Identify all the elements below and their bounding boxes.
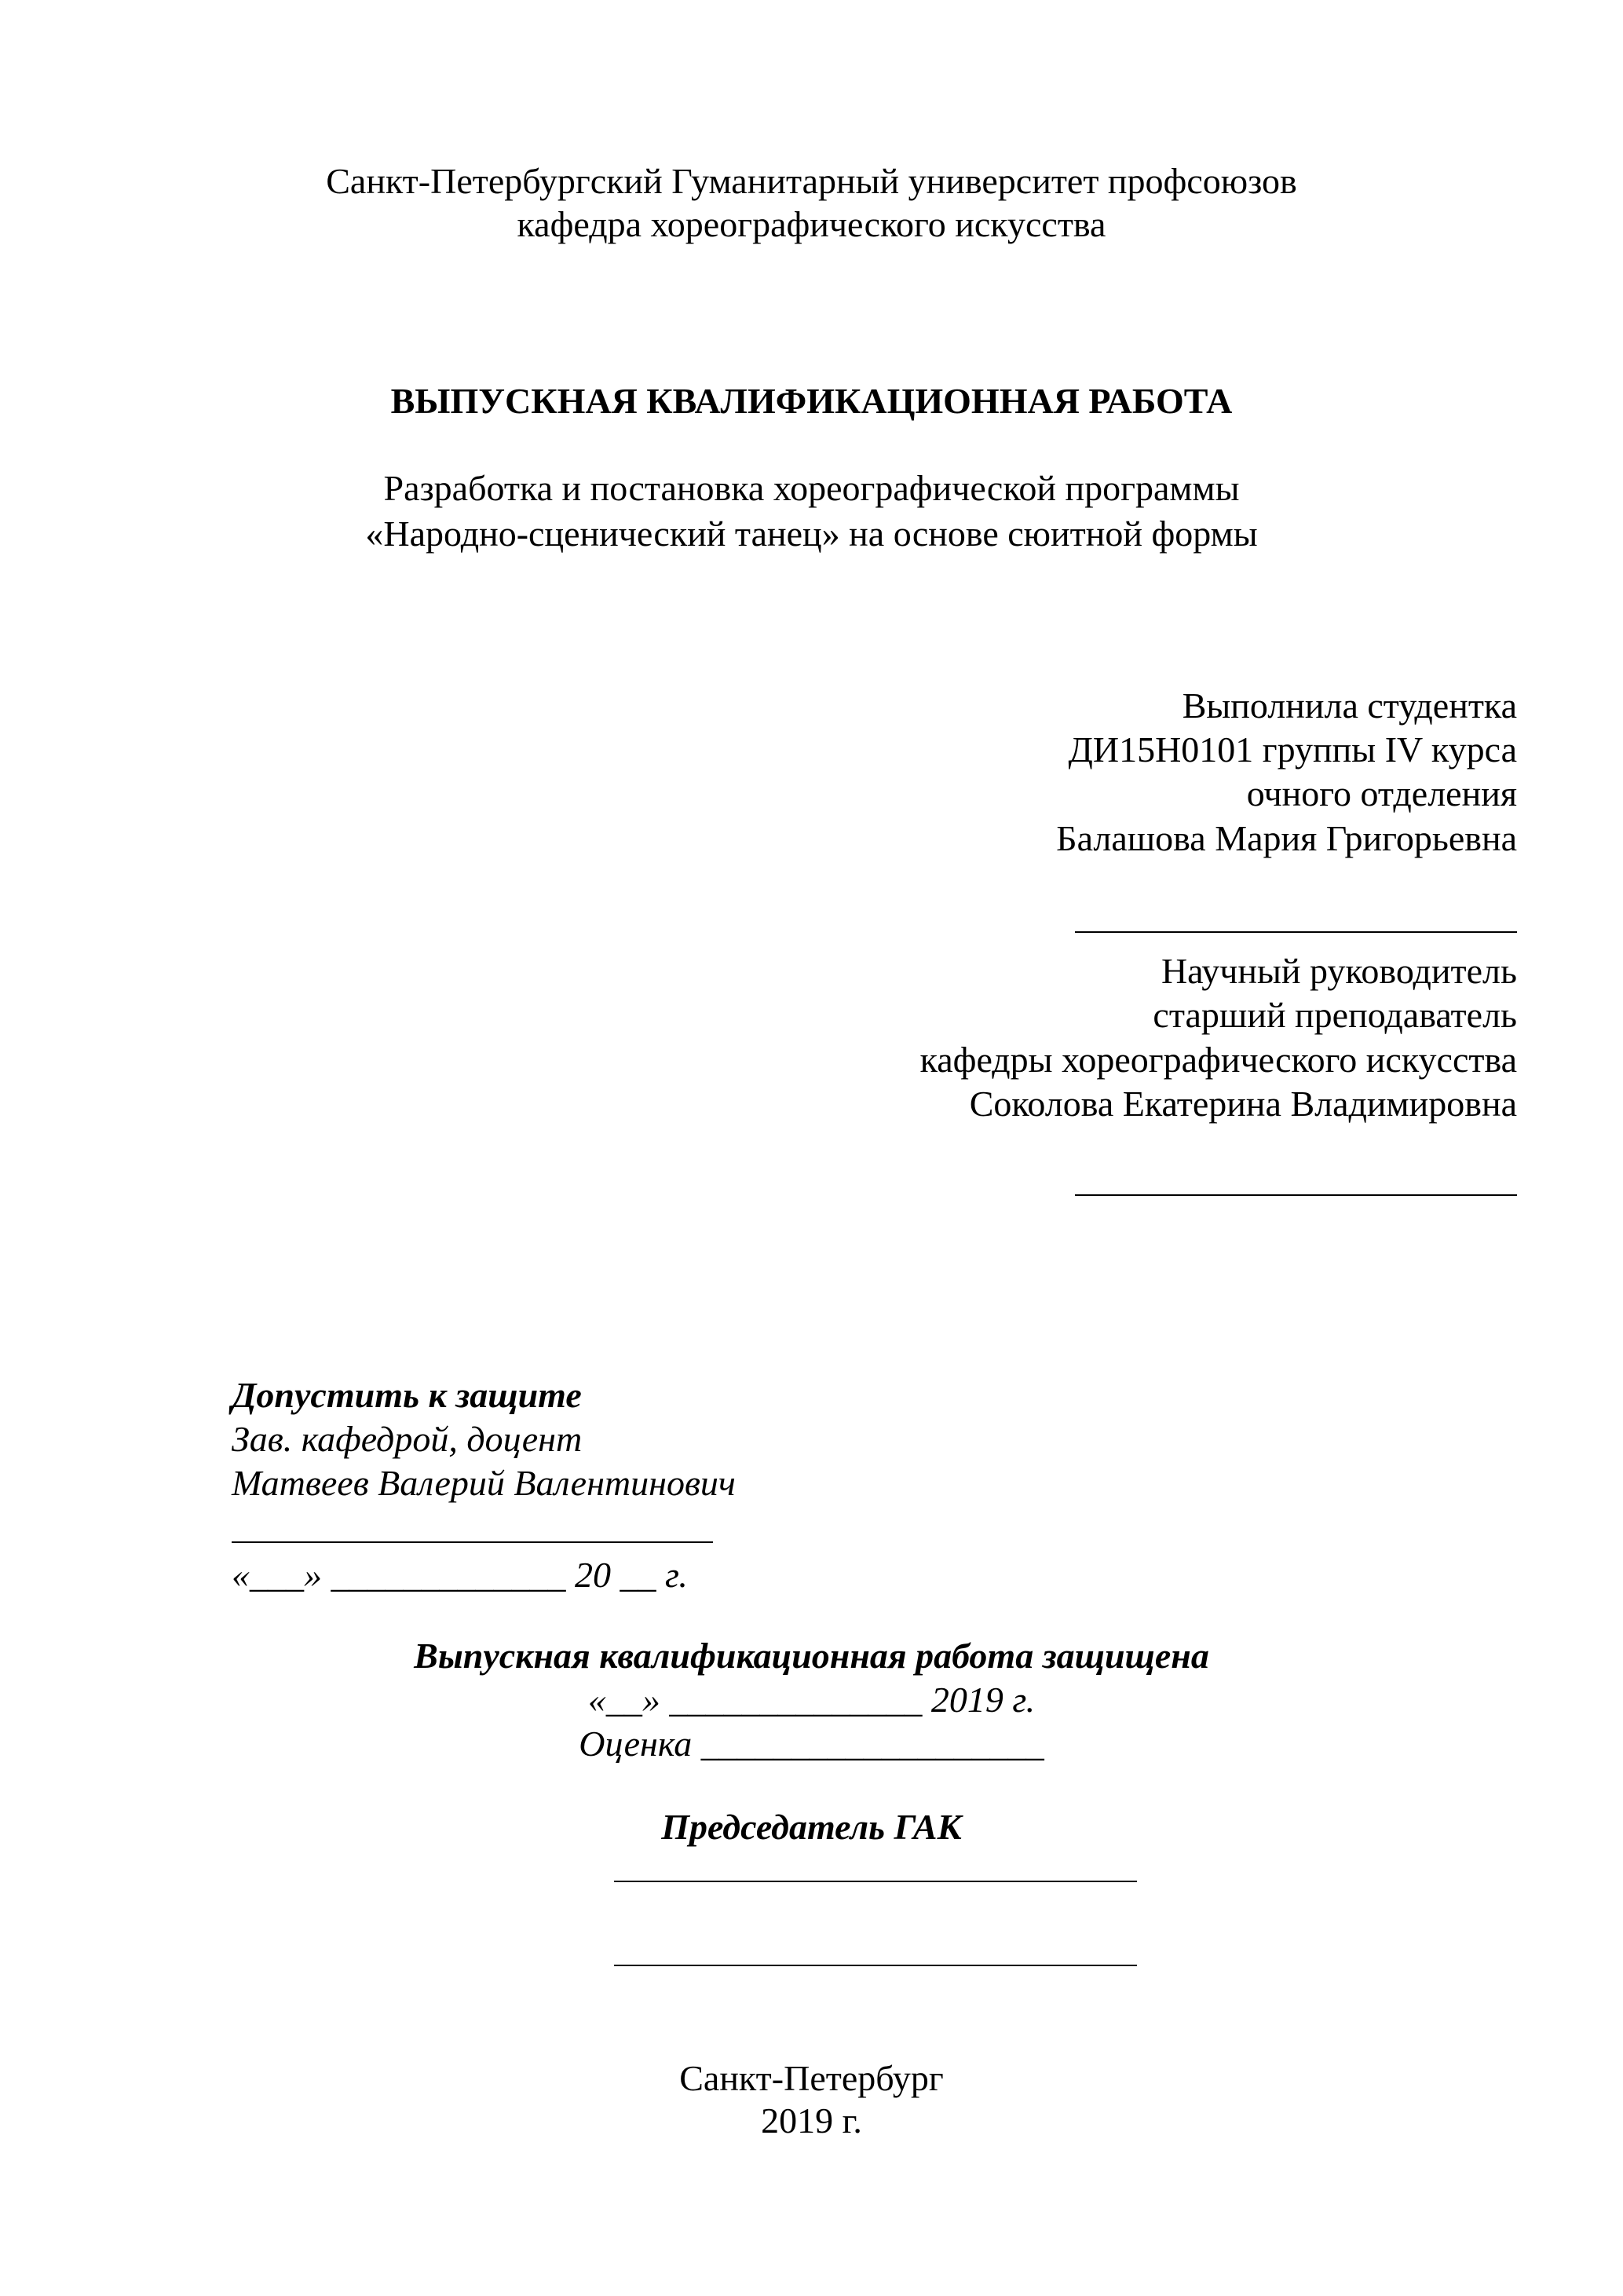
- student-line: очного отделения: [1246, 773, 1517, 813]
- university-name: Санкт-Петербургский Гуманитарный университет профсоюзов: [326, 161, 1297, 201]
- commission-signature-line: [614, 1965, 1137, 1966]
- defense-heading: Выпускная квалификационная работа защищена: [414, 1636, 1209, 1676]
- student-line: ДИ15Н0101 группы IV курса: [1068, 729, 1517, 770]
- admission-name: Матвеев Валерий Валентинович: [232, 1463, 736, 1503]
- admission-position: Зав. кафедрой, доцент: [232, 1419, 583, 1459]
- student-signature-line: [1075, 931, 1517, 933]
- city: Санкт-Петербург: [679, 2058, 944, 2098]
- department-name: кафедра хореографического искусства: [517, 204, 1106, 244]
- supervisor-name: Соколова Екатерина Владимировна: [969, 1084, 1517, 1124]
- supervisor-line: кафедры хореографического искусства: [919, 1040, 1517, 1080]
- student-name: Балашова Мария Григорьевна: [1056, 818, 1517, 858]
- document-title: ВЫПУСКНАЯ КВАЛИФИКАЦИОННАЯ РАБОТА: [390, 381, 1233, 421]
- commission-signature-line: [614, 1881, 1137, 1882]
- supervisor-line: старший преподаватель: [1153, 995, 1517, 1035]
- admission-signature-line: [232, 1541, 713, 1543]
- year: 2019 г.: [761, 2100, 862, 2141]
- admission-heading: Допустить к защите: [232, 1375, 582, 1415]
- subtitle-line-2: «Народно-сценический танец» на основе сюитной формы: [365, 514, 1258, 554]
- defense-date: «__» ______________ 2019 г.: [587, 1680, 1036, 1720]
- supervisor-line: Научный руководитель: [1161, 951, 1517, 991]
- student-line: Выполнила студентка: [1182, 686, 1517, 726]
- admission-date: «___» _____________ 20 __ г.: [232, 1555, 688, 1595]
- supervisor-signature-line: [1075, 1194, 1517, 1196]
- defense-grade: Оценка ___________________: [579, 1724, 1044, 1764]
- subtitle-line-1: Разработка и постановка хореографической программы: [383, 468, 1240, 508]
- commission-heading: Председатель ГАК: [661, 1807, 962, 1847]
